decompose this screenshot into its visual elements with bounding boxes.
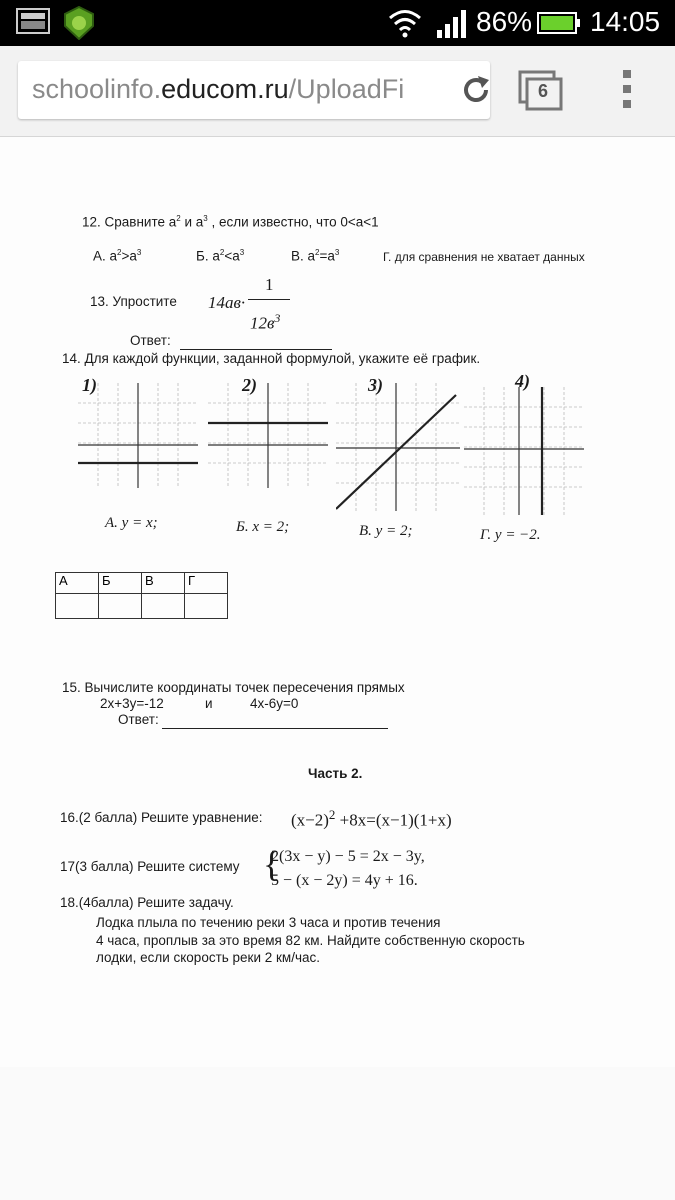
address-bar[interactable] [18, 61, 490, 119]
question-16-label: 16.(2 балла) Решите уравнение: [60, 810, 263, 825]
table-header-b: Б [99, 573, 142, 594]
table-header-g: Г [185, 573, 228, 594]
q12-option-v [291, 248, 339, 264]
page-bottom-area [0, 1067, 675, 1200]
graph-2 [208, 383, 328, 488]
q18-line-1: Лодка плыла по течению реки 3 часа и против течения [96, 915, 441, 930]
signal-strength-icon [436, 10, 468, 43]
q16-expr-rest: +8x=(x−1)(1+x) [335, 810, 452, 830]
question-14-label: 14. Для каждой функции, заданной формулой, укажите её график. [62, 351, 481, 366]
q12-sup2: 3 [203, 214, 208, 223]
browser-toolbar [0, 46, 675, 137]
q12-opt-v-text: В. a [291, 248, 316, 264]
table-cell [99, 594, 142, 619]
q17-brace: { [263, 844, 281, 884]
q12-opt-a-rel: >a [121, 248, 137, 264]
q12-opt-b-text: Б. a [196, 248, 220, 264]
q13-fraction-bar [248, 299, 290, 300]
q16-equation [291, 807, 452, 831]
tab-switcher-button[interactable] [518, 70, 564, 117]
tab-count: 6 [538, 81, 549, 101]
table-answer-row [56, 594, 228, 619]
q12-opt-v-sup2: 3 [334, 248, 340, 257]
part-2-heading: Часть 2. [308, 766, 363, 781]
q15-and: и [205, 696, 213, 711]
table-cell [185, 594, 228, 619]
q13-den-text: 12в [250, 313, 275, 333]
table-cell [56, 594, 99, 619]
antivirus-shield-icon [62, 6, 96, 45]
question-17-label: 17(3 балла) Решите систему [60, 859, 240, 874]
url-domain: educom.ru [161, 74, 289, 104]
clock: 14:05 [590, 6, 661, 37]
q13-answer-line [180, 349, 332, 350]
table-header-v: В [142, 573, 185, 594]
formula-a: А. y = x; [105, 515, 158, 531]
status-bar [0, 0, 675, 46]
q15-answer-label: Ответ: [118, 712, 159, 727]
q12-text-a: 12. Сравните a [82, 214, 177, 230]
formula-v: В. y = 2; [359, 523, 413, 539]
q16-pow: 2 [328, 807, 336, 822]
q12-text-b: и a [180, 214, 204, 230]
q12-opt-a-text: А. a [93, 248, 118, 264]
q14-answer-table [55, 572, 228, 619]
battery-icon [537, 11, 581, 40]
graph-4-number: 4) [515, 371, 530, 391]
table-cell [142, 594, 185, 619]
question-13-label: 13. Упростите [90, 294, 177, 309]
question-15-label: 15. Вычислите координаты точек пересечения прямых [62, 680, 405, 695]
q13-den-pow: 3 [274, 311, 281, 325]
document-page [0, 137, 675, 1067]
question-18-label: 18.(4балла) Решите задачу. [60, 895, 234, 910]
q12-option-b [196, 248, 244, 264]
q15-answer-line [162, 728, 388, 729]
q12-opt-b-rel: <a [224, 248, 240, 264]
q12-opt-v-rel: =a [319, 248, 335, 264]
table-header-row [56, 573, 228, 594]
q12-sup1: 2 [176, 214, 181, 223]
q15-eq1: 2x+3y=-12 [100, 696, 164, 711]
q12-option-g: Г. для сравнения не хватает данных [383, 250, 585, 264]
q12-opt-b-sup: 2 [219, 248, 225, 257]
q15-eq2: 4x-6y=0 [250, 696, 299, 711]
table-header-a: А [56, 573, 99, 594]
graph-4 [464, 387, 584, 515]
url-prefix: schoolinfo. [32, 74, 162, 104]
q17-eq1: 2(3x − y) − 5 = 2x − 3y, [271, 848, 425, 865]
overflow-menu-icon[interactable] [620, 68, 634, 115]
question-12 [82, 214, 379, 230]
q12-opt-a-sup: 2 [117, 248, 122, 257]
q18-line-2: 4 часа, проплыв за это время 82 км. Найдите собственную скорость [96, 933, 525, 948]
q16-expr: (x−2) [291, 810, 329, 830]
q13-denominator [250, 311, 280, 334]
q12-text-c: , если известно, что 0<a<1 [207, 214, 379, 230]
q12-option-a [93, 248, 141, 264]
q13-numerator: 1 [265, 275, 274, 294]
graph-1-number: 1) [82, 375, 97, 395]
graph-3-number: 3) [368, 375, 383, 395]
graph-3 [336, 383, 460, 511]
q17-eq2: 5 − (x − 2y) = 4y + 16. [271, 872, 418, 889]
url-suffix: /UploadFi [288, 74, 405, 104]
q12-opt-a-sup2: 3 [136, 248, 142, 257]
url-text [32, 74, 404, 105]
wifi-icon [388, 8, 422, 43]
screenshot-notification-icon [16, 8, 50, 39]
formula-g: Г. y = −2. [480, 527, 541, 543]
reload-icon[interactable] [458, 72, 490, 113]
graph-1 [78, 383, 198, 488]
q12-opt-v-sup: 2 [315, 248, 320, 257]
battery-percent: 86% [476, 6, 533, 37]
q18-line-3: лодки, если скорость реки 2 км/час. [96, 950, 320, 965]
q13-answer-label: Ответ: [130, 333, 171, 348]
q13-expr-left: 14ав· [208, 293, 246, 312]
q12-opt-b-sup2: 3 [239, 248, 245, 257]
formula-b: Б. x = 2; [236, 519, 290, 535]
graph-2-number: 2) [242, 375, 257, 395]
